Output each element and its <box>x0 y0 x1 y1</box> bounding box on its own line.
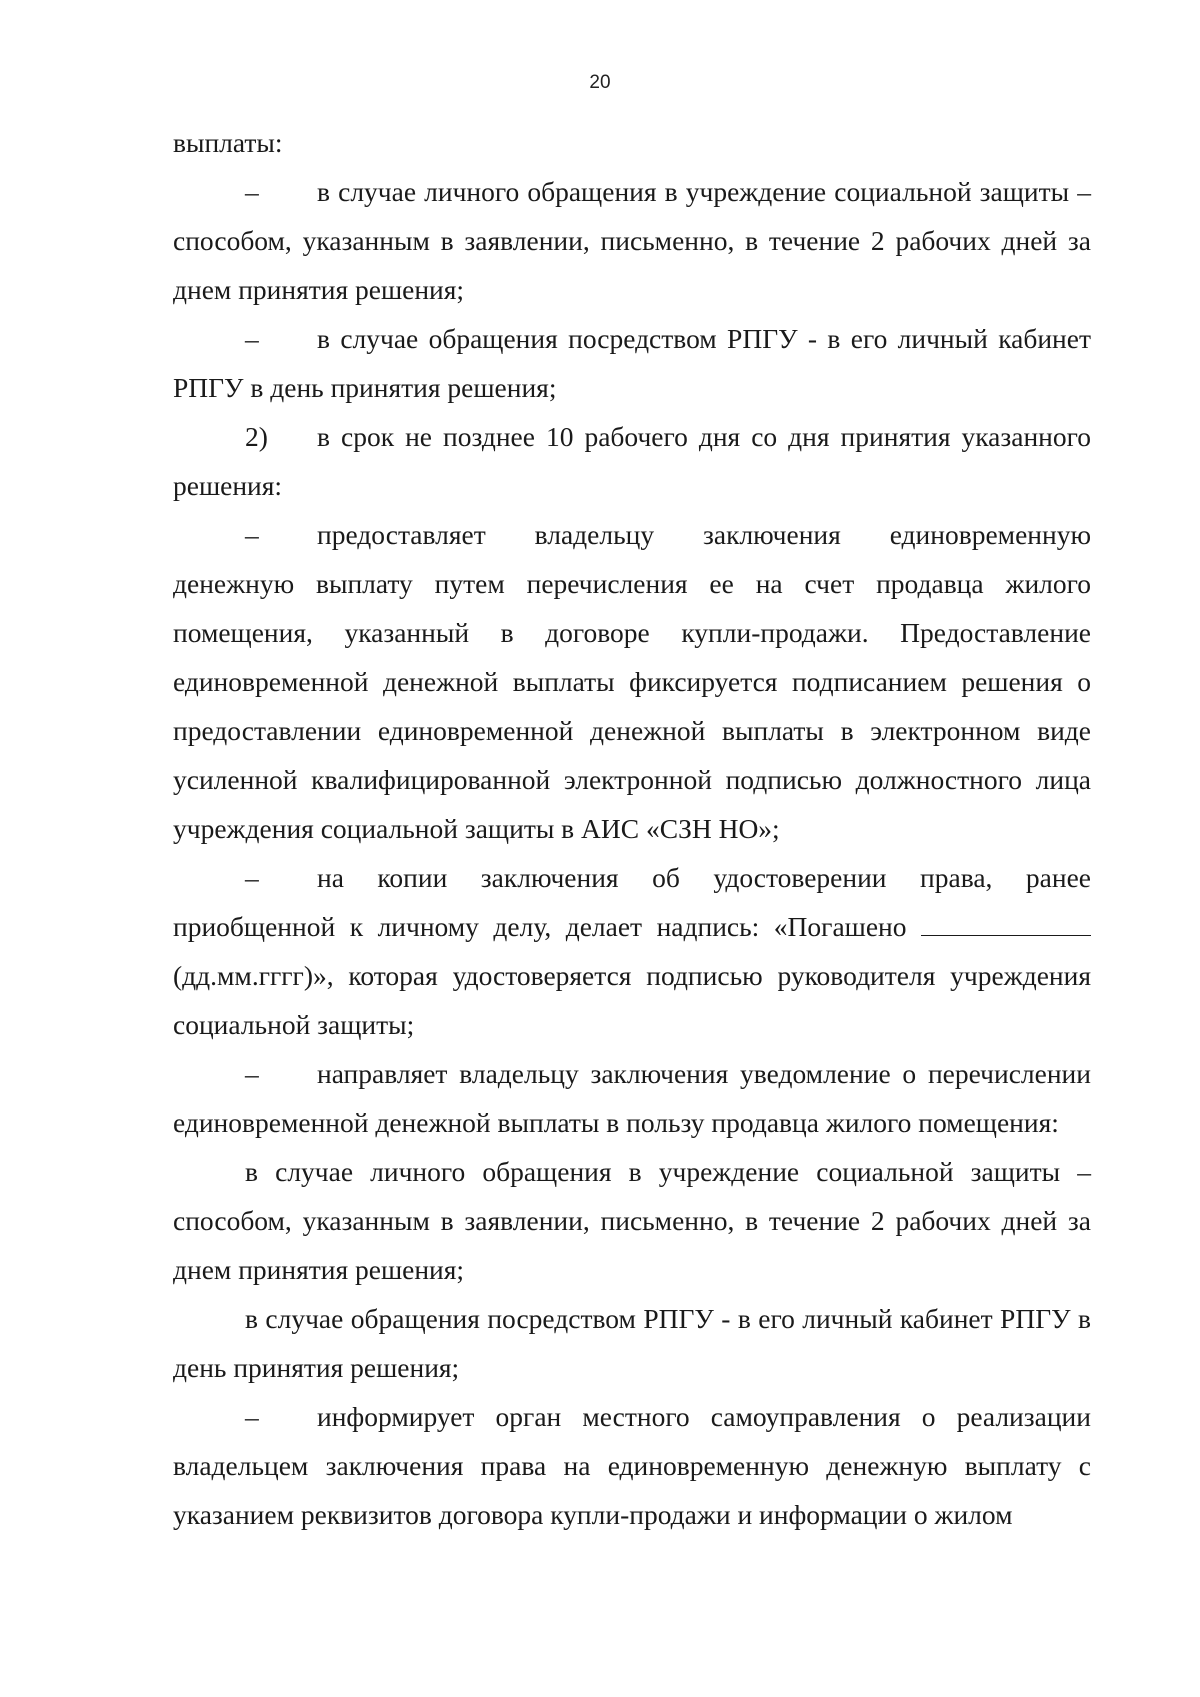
paragraph-text: в срок не позднее 10 рабочего дня со дня принятия указанного решения: <box>173 421 1091 501</box>
paragraph <box>173 167 1091 314</box>
paragraph-text: выплаты: <box>173 127 283 158</box>
paragraph-text: на копии заключения об удостоверении права, ранее приобщенной к личному делу, делает надпись: «Погашено <box>173 862 1091 942</box>
paragraph-text: в случае личного обращения в учреждение социальной защиты – способом, указанным в заявлении, письменно, в течение 2 рабочих дней за днем принятия решения; <box>173 1156 1091 1285</box>
paragraph-text: в случае обращения посредством РПГУ - в его личный кабинет РПГУ в день принятия решения; <box>173 323 1091 403</box>
list-marker: – <box>245 176 259 207</box>
paragraph-text: в случае обращения посредством РПГУ - в его личный кабинет РПГУ в день принятия решения; <box>173 1303 1091 1383</box>
paragraph-text: направляет владельцу заключения уведомление о перечислении единовременной денежной выплаты в пользу продавца жилого помещения: <box>173 1058 1091 1138</box>
paragraph-text: информирует орган местного самоуправления о реализации владельцем заключения права на единовременную денежную выплату с указанием реквизитов договора купли-продажи и информации о жилом <box>173 1401 1091 1530</box>
paragraph-text-continued: (дд.мм.гггг)», которая удостоверяется подписью руководителя учреждения социальной защиты; <box>173 960 1091 1040</box>
paragraph-text: в случае личного обращения в учреждение социальной защиты – способом, указанным в заявлении, письменно, в течение 2 рабочих дней за днем принятия решения; <box>173 176 1091 305</box>
paragraph <box>173 510 1091 853</box>
paragraph <box>173 1294 1091 1392</box>
paragraph <box>173 853 1091 1049</box>
list-marker: 2) <box>245 421 268 452</box>
list-marker: – <box>245 1401 259 1432</box>
paragraph-text: предоставляет владельцу заключения единовременную денежную выплату путем перечисления ее на счет продавца жилого помещения, указанный в договоре купли-продажи. Предоставление единовременной денежной выплаты фиксируется подписанием решения о предоставлении единовременной денежной выплаты в электронном виде усиленной квалифицированной электронной подписью должностного лица учреждения социальной защиты в АИС «СЗН НО»; <box>173 519 1091 844</box>
document-body <box>173 118 1091 1539</box>
list-marker: – <box>245 1058 259 1089</box>
page-number: 20 <box>589 72 611 93</box>
list-marker: – <box>245 519 259 550</box>
paragraph <box>173 412 1091 510</box>
paragraph <box>173 1049 1091 1147</box>
list-marker: – <box>245 323 259 354</box>
blank-date-line <box>921 913 1091 936</box>
paragraph <box>173 314 1091 412</box>
list-marker: – <box>245 862 259 893</box>
paragraph <box>173 118 1091 167</box>
paragraph <box>173 1392 1091 1539</box>
paragraph <box>173 1147 1091 1294</box>
